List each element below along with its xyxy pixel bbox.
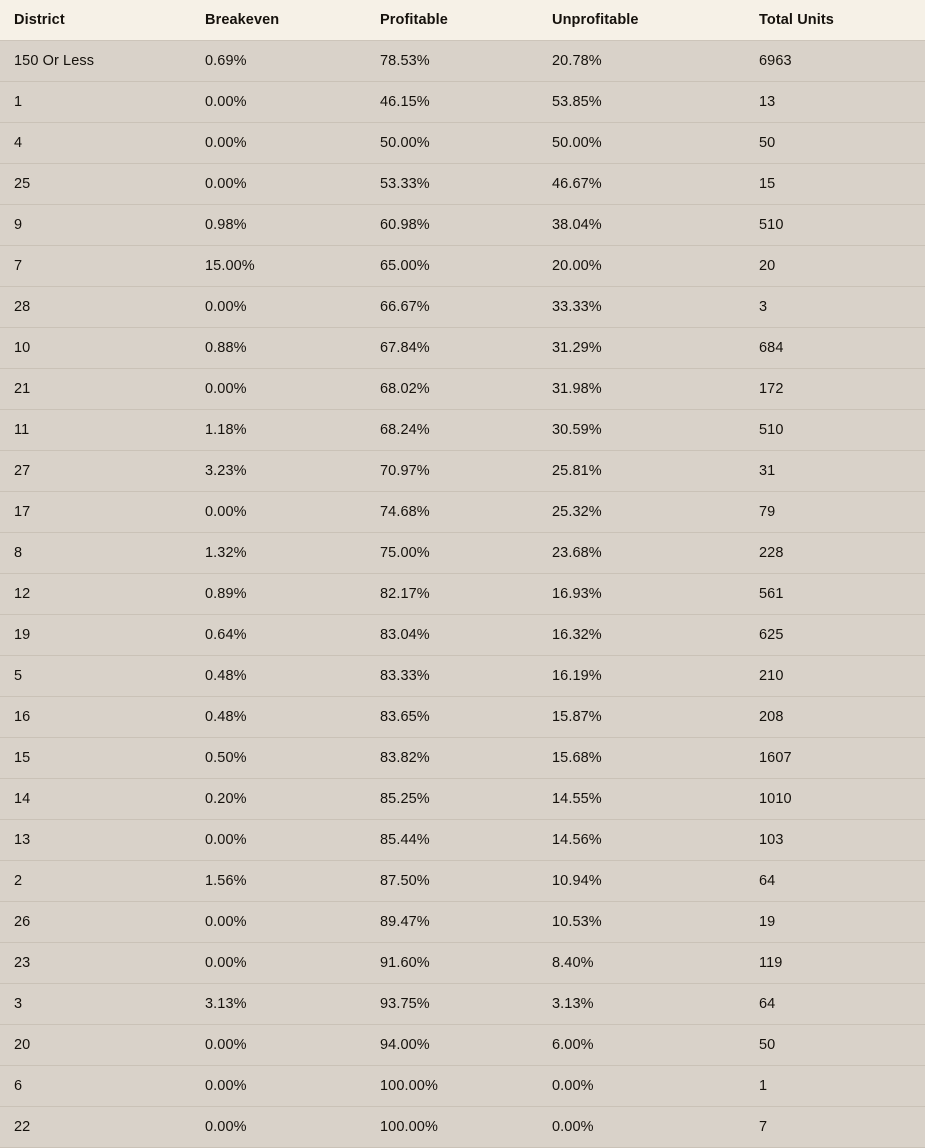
cell-total_units: 510 xyxy=(745,410,925,451)
cell-breakeven: 1.56% xyxy=(191,861,366,902)
cell-breakeven: 0.00% xyxy=(191,369,366,410)
table-row xyxy=(0,779,925,820)
cell-unprofitable: 6.00% xyxy=(538,1025,745,1066)
table-row xyxy=(0,41,925,82)
cell-district: 16 xyxy=(0,697,191,738)
cell-breakeven: 0.98% xyxy=(191,205,366,246)
cell-district: 7 xyxy=(0,246,191,287)
table-row xyxy=(0,123,925,164)
cell-breakeven: 0.88% xyxy=(191,328,366,369)
table-row xyxy=(0,1107,925,1148)
cell-breakeven: 0.00% xyxy=(191,902,366,943)
table-row xyxy=(0,246,925,287)
cell-district: 8 xyxy=(0,533,191,574)
cell-breakeven: 3.13% xyxy=(191,984,366,1025)
cell-profitable: 85.25% xyxy=(366,779,538,820)
cell-profitable: 87.50% xyxy=(366,861,538,902)
cell-total_units: 50 xyxy=(745,1025,925,1066)
cell-breakeven: 0.64% xyxy=(191,615,366,656)
cell-breakeven: 0.00% xyxy=(191,287,366,328)
column-header-unprofitable[interactable]: Unprofitable xyxy=(538,0,745,41)
cell-total_units: 6963 xyxy=(745,41,925,82)
cell-breakeven: 0.00% xyxy=(191,820,366,861)
cell-breakeven: 0.48% xyxy=(191,656,366,697)
cell-district: 26 xyxy=(0,902,191,943)
cell-unprofitable: 31.29% xyxy=(538,328,745,369)
cell-total_units: 64 xyxy=(745,984,925,1025)
cell-unprofitable: 0.00% xyxy=(538,1066,745,1107)
table-row xyxy=(0,574,925,615)
cell-profitable: 85.44% xyxy=(366,820,538,861)
cell-district: 25 xyxy=(0,164,191,205)
cell-total_units: 15 xyxy=(745,164,925,205)
table-row xyxy=(0,164,925,205)
cell-district: 4 xyxy=(0,123,191,164)
cell-total_units: 228 xyxy=(745,533,925,574)
cell-breakeven: 15.00% xyxy=(191,246,366,287)
table-row xyxy=(0,820,925,861)
column-header-profitable[interactable]: Profitable xyxy=(366,0,538,41)
table-row xyxy=(0,1025,925,1066)
table-row xyxy=(0,287,925,328)
table-row xyxy=(0,205,925,246)
cell-district: 28 xyxy=(0,287,191,328)
cell-total_units: 625 xyxy=(745,615,925,656)
table-row xyxy=(0,861,925,902)
column-header-total-units[interactable]: Total Units xyxy=(745,0,925,41)
cell-unprofitable: 14.55% xyxy=(538,779,745,820)
cell-breakeven: 0.00% xyxy=(191,943,366,984)
cell-breakeven: 3.23% xyxy=(191,451,366,492)
cell-district: 5 xyxy=(0,656,191,697)
cell-district: 27 xyxy=(0,451,191,492)
cell-total_units: 13 xyxy=(745,82,925,123)
table-row xyxy=(0,82,925,123)
cell-district: 15 xyxy=(0,738,191,779)
cell-profitable: 93.75% xyxy=(366,984,538,1025)
cell-unprofitable: 10.53% xyxy=(538,902,745,943)
table-row xyxy=(0,738,925,779)
cell-total_units: 210 xyxy=(745,656,925,697)
cell-unprofitable: 20.78% xyxy=(538,41,745,82)
cell-breakeven: 0.69% xyxy=(191,41,366,82)
cell-total_units: 1607 xyxy=(745,738,925,779)
cell-unprofitable: 30.59% xyxy=(538,410,745,451)
cell-profitable: 70.97% xyxy=(366,451,538,492)
cell-breakeven: 0.00% xyxy=(191,164,366,205)
cell-total_units: 3 xyxy=(745,287,925,328)
cell-total_units: 20 xyxy=(745,246,925,287)
cell-breakeven: 0.00% xyxy=(191,82,366,123)
cell-district: 10 xyxy=(0,328,191,369)
cell-breakeven: 1.32% xyxy=(191,533,366,574)
cell-district: 20 xyxy=(0,1025,191,1066)
cell-unprofitable: 15.87% xyxy=(538,697,745,738)
cell-breakeven: 0.89% xyxy=(191,574,366,615)
cell-unprofitable: 31.98% xyxy=(538,369,745,410)
cell-unprofitable: 16.32% xyxy=(538,615,745,656)
table-row xyxy=(0,533,925,574)
cell-unprofitable: 16.93% xyxy=(538,574,745,615)
cell-total_units: 119 xyxy=(745,943,925,984)
cell-profitable: 83.82% xyxy=(366,738,538,779)
cell-profitable: 100.00% xyxy=(366,1107,538,1148)
cell-unprofitable: 15.68% xyxy=(538,738,745,779)
cell-unprofitable: 3.13% xyxy=(538,984,745,1025)
cell-breakeven: 0.00% xyxy=(191,1066,366,1107)
cell-district: 1 xyxy=(0,82,191,123)
cell-total_units: 50 xyxy=(745,123,925,164)
cell-total_units: 64 xyxy=(745,861,925,902)
cell-profitable: 78.53% xyxy=(366,41,538,82)
cell-profitable: 82.17% xyxy=(366,574,538,615)
cell-total_units: 172 xyxy=(745,369,925,410)
table-row xyxy=(0,410,925,451)
cell-profitable: 83.65% xyxy=(366,697,538,738)
cell-profitable: 65.00% xyxy=(366,246,538,287)
cell-district: 19 xyxy=(0,615,191,656)
cell-profitable: 46.15% xyxy=(366,82,538,123)
cell-breakeven: 0.48% xyxy=(191,697,366,738)
table-row xyxy=(0,656,925,697)
table-row xyxy=(0,984,925,1025)
cell-breakeven: 1.18% xyxy=(191,410,366,451)
cell-unprofitable: 14.56% xyxy=(538,820,745,861)
cell-unprofitable: 10.94% xyxy=(538,861,745,902)
cell-district: 14 xyxy=(0,779,191,820)
cell-total_units: 208 xyxy=(745,697,925,738)
cell-district: 17 xyxy=(0,492,191,533)
cell-total_units: 7 xyxy=(745,1107,925,1148)
cell-district: 12 xyxy=(0,574,191,615)
column-header-district[interactable]: District xyxy=(0,0,191,41)
cell-district: 9 xyxy=(0,205,191,246)
cell-total_units: 31 xyxy=(745,451,925,492)
cell-unprofitable: 53.85% xyxy=(538,82,745,123)
cell-district: 13 xyxy=(0,820,191,861)
cell-breakeven: 0.00% xyxy=(191,123,366,164)
cell-total_units: 510 xyxy=(745,205,925,246)
cell-district: 3 xyxy=(0,984,191,1025)
cell-profitable: 53.33% xyxy=(366,164,538,205)
cell-unprofitable: 25.81% xyxy=(538,451,745,492)
table-row xyxy=(0,369,925,410)
table-row xyxy=(0,492,925,533)
column-header-breakeven[interactable]: Breakeven xyxy=(191,0,366,41)
cell-breakeven: 0.00% xyxy=(191,1107,366,1148)
table-body xyxy=(0,41,925,1148)
cell-unprofitable: 46.67% xyxy=(538,164,745,205)
cell-district: 6 xyxy=(0,1066,191,1107)
cell-district: 21 xyxy=(0,369,191,410)
cell-breakeven: 0.00% xyxy=(191,492,366,533)
cell-breakeven: 0.50% xyxy=(191,738,366,779)
cell-district: 23 xyxy=(0,943,191,984)
table-row xyxy=(0,328,925,369)
cell-profitable: 100.00% xyxy=(366,1066,538,1107)
cell-breakeven: 0.00% xyxy=(191,1025,366,1066)
cell-total_units: 1 xyxy=(745,1066,925,1107)
cell-unprofitable: 8.40% xyxy=(538,943,745,984)
table-header xyxy=(0,0,925,41)
table-row xyxy=(0,943,925,984)
table-row xyxy=(0,902,925,943)
cell-profitable: 75.00% xyxy=(366,533,538,574)
cell-unprofitable: 23.68% xyxy=(538,533,745,574)
cell-unprofitable: 50.00% xyxy=(538,123,745,164)
cell-total_units: 79 xyxy=(745,492,925,533)
cell-district: 2 xyxy=(0,861,191,902)
cell-total_units: 1010 xyxy=(745,779,925,820)
cell-profitable: 67.84% xyxy=(366,328,538,369)
cell-unprofitable: 0.00% xyxy=(538,1107,745,1148)
table-row xyxy=(0,1066,925,1107)
cell-profitable: 83.33% xyxy=(366,656,538,697)
cell-unprofitable: 25.32% xyxy=(538,492,745,533)
table-row xyxy=(0,615,925,656)
cell-district: 11 xyxy=(0,410,191,451)
cell-profitable: 83.04% xyxy=(366,615,538,656)
cell-breakeven: 0.20% xyxy=(191,779,366,820)
cell-profitable: 94.00% xyxy=(366,1025,538,1066)
cell-unprofitable: 33.33% xyxy=(538,287,745,328)
cell-total_units: 103 xyxy=(745,820,925,861)
table-row xyxy=(0,451,925,492)
cell-profitable: 66.67% xyxy=(366,287,538,328)
cell-unprofitable: 16.19% xyxy=(538,656,745,697)
cell-profitable: 91.60% xyxy=(366,943,538,984)
cell-profitable: 68.02% xyxy=(366,369,538,410)
cell-total_units: 561 xyxy=(745,574,925,615)
cell-profitable: 68.24% xyxy=(366,410,538,451)
table-header-row xyxy=(0,0,925,41)
cell-unprofitable: 38.04% xyxy=(538,205,745,246)
cell-profitable: 74.68% xyxy=(366,492,538,533)
cell-total_units: 19 xyxy=(745,902,925,943)
table-row xyxy=(0,697,925,738)
cell-profitable: 89.47% xyxy=(366,902,538,943)
cell-unprofitable: 20.00% xyxy=(538,246,745,287)
cell-district: 150 Or Less xyxy=(0,41,191,82)
cell-profitable: 50.00% xyxy=(366,123,538,164)
cell-profitable: 60.98% xyxy=(366,205,538,246)
cell-total_units: 684 xyxy=(745,328,925,369)
cell-district: 22 xyxy=(0,1107,191,1148)
